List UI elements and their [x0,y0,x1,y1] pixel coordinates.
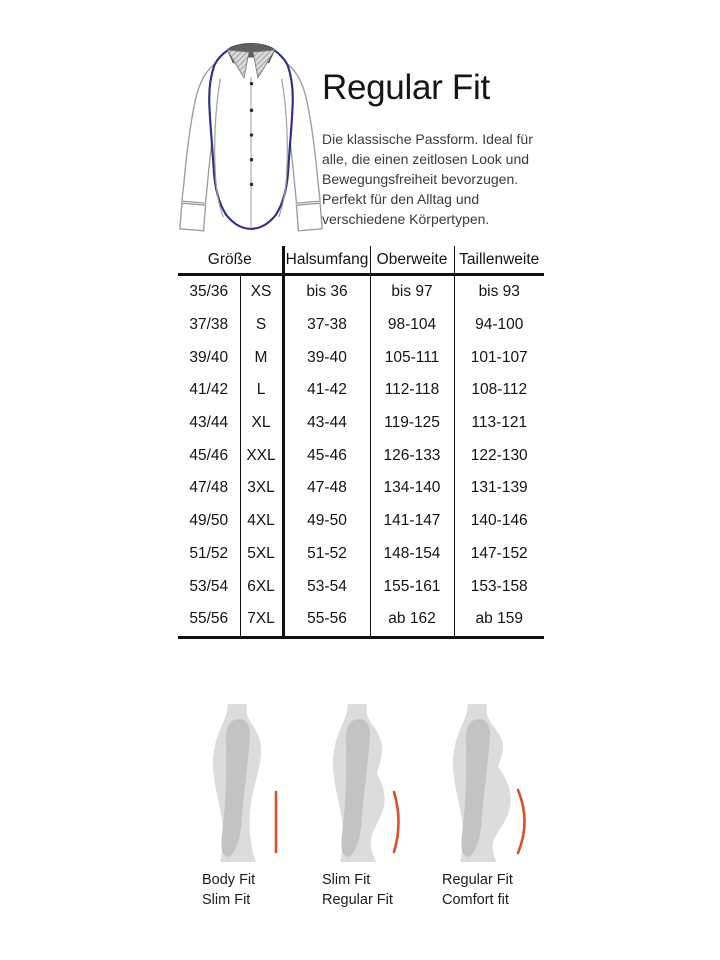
table-row [178,309,544,342]
cell-size-code: 4XL [240,505,283,538]
button-icon [250,109,254,113]
fit-figure-regular-comfort [432,702,542,910]
cell-size-code: XL [240,407,283,440]
cell-size: 41/42 [189,381,229,399]
cell-size: 35/36 [189,283,229,301]
table-header-row [178,246,544,275]
table-row [178,275,544,309]
size-table-wrapper [178,246,544,639]
table-row [178,341,544,374]
table-row [178,472,544,505]
table-row [178,374,544,407]
column-header-halsumfang: Halsumfang [283,246,370,275]
cell-halsumfang: 43-44 [283,407,370,440]
table-row [178,407,544,440]
cell-taillenweite: 131-139 [454,472,544,505]
cell-halsumfang: 45-46 [283,439,370,472]
fit-label [312,870,422,910]
description-line: Perfekt für den Alltag und [322,191,480,207]
cell-size-code: 7XL [240,603,283,637]
cell-taillenweite: 147-152 [454,538,544,571]
fit-figure-body-slim [192,702,302,910]
cell-oberweite: 134-140 [370,472,454,505]
fit-label-line: Slim Fit [322,872,371,888]
cell-oberweite: ab 162 [370,603,454,637]
table-row [178,603,544,637]
left-cuff [180,203,206,231]
button-icon [250,133,254,137]
cell-size: 47/48 [189,479,229,497]
fit-label-line: Slim Fit [202,892,251,908]
cell-oberweite: 105-111 [370,341,454,374]
cell-halsumfang: 53-54 [283,570,370,603]
size-table [178,246,544,639]
cell-taillenweite: bis 93 [454,275,544,309]
cell-size-code: M [240,341,283,374]
cell-halsumfang: 49-50 [283,505,370,538]
cell-taillenweite: 140-146 [454,505,544,538]
cell-size-code: XS [240,275,283,309]
fit-label-line: Regular Fit [442,872,513,888]
torso-silhouette-round-belly-icon [432,702,532,864]
cell-taillenweite: 108-112 [454,374,544,407]
dress-shirt-icon [172,36,330,236]
cell-oberweite: 148-154 [370,538,454,571]
button-icon [250,183,254,187]
cell-taillenweite: 113-121 [454,407,544,440]
description-line: verschiedene Körpertypen. [322,211,490,227]
table-row [178,505,544,538]
button-icon [250,158,254,162]
cell-taillenweite: ab 159 [454,603,544,637]
table-row [178,538,544,571]
shirt-illustration [172,36,330,236]
fit-label-line: Body Fit [202,872,256,888]
cell-halsumfang: 47-48 [283,472,370,505]
cell-halsumfang: 37-38 [283,309,370,342]
cell-oberweite: bis 97 [370,275,454,309]
cell-halsumfang: 41-42 [283,374,370,407]
description-line: Bewegungsfreiheit bevorzugen. [322,171,519,187]
fit-line-curved [518,790,525,853]
fit-label-line: Comfort fit [442,892,509,908]
cell-size: 45/46 [189,446,229,464]
cell-oberweite: 141-147 [370,505,454,538]
cell-size-code: S [240,309,283,342]
cell-oberweite: 155-161 [370,570,454,603]
description-line: Die klassische Passform. Ideal für [322,131,533,147]
cell-halsumfang: 55-56 [283,603,370,637]
cell-halsumfang: 39-40 [283,341,370,374]
cell-size: 53/54 [189,577,229,595]
fit-description [322,129,533,229]
cell-size: 43/44 [189,414,229,432]
cell-size-code: 5XL [240,538,283,571]
page-title: Regular Fit [322,68,490,107]
cell-taillenweite: 101-107 [454,341,544,374]
table-row [178,570,544,603]
cell-oberweite: 112-118 [370,374,454,407]
fit-label [432,870,542,910]
cell-size-code: 6XL [240,570,283,603]
cell-halsumfang: 51-52 [283,538,370,571]
cell-size-code: XXL [240,439,283,472]
cell-taillenweite: 94-100 [454,309,544,342]
torso-silhouette-slight-belly-icon [312,702,412,864]
cell-oberweite: 126-133 [370,439,454,472]
fit-line-slight-curve [394,792,399,852]
cell-halsumfang: bis 36 [283,275,370,309]
cell-size-code: 3XL [240,472,283,505]
cell-taillenweite: 153-158 [454,570,544,603]
column-header-taillenweite: Taillenweite [454,246,544,275]
fit-label-line: Regular Fit [322,892,393,908]
cell-oberweite: 98-104 [370,309,454,342]
fit-figure-slim-regular [312,702,422,910]
cell-size: 37/38 [189,316,229,334]
cell-taillenweite: 122-130 [454,439,544,472]
cell-size: 49/50 [189,512,229,530]
cell-size-code: L [240,374,283,407]
right-cuff [296,203,322,231]
torso-silhouette-flat-icon [192,702,292,864]
cell-size: 51/52 [189,544,229,562]
fit-label [192,870,302,910]
column-header-oberweite: Oberweite [370,246,454,275]
description-line: alle, die einen zeitlosen Look und [322,151,530,167]
table-row [178,439,544,472]
column-header-groesse: Größe [178,246,283,275]
button-icon [250,82,254,86]
cell-size: 55/56 [178,603,240,637]
cell-oberweite: 119-125 [370,407,454,440]
cell-size: 39/40 [189,348,229,366]
size-table-body [178,275,544,638]
